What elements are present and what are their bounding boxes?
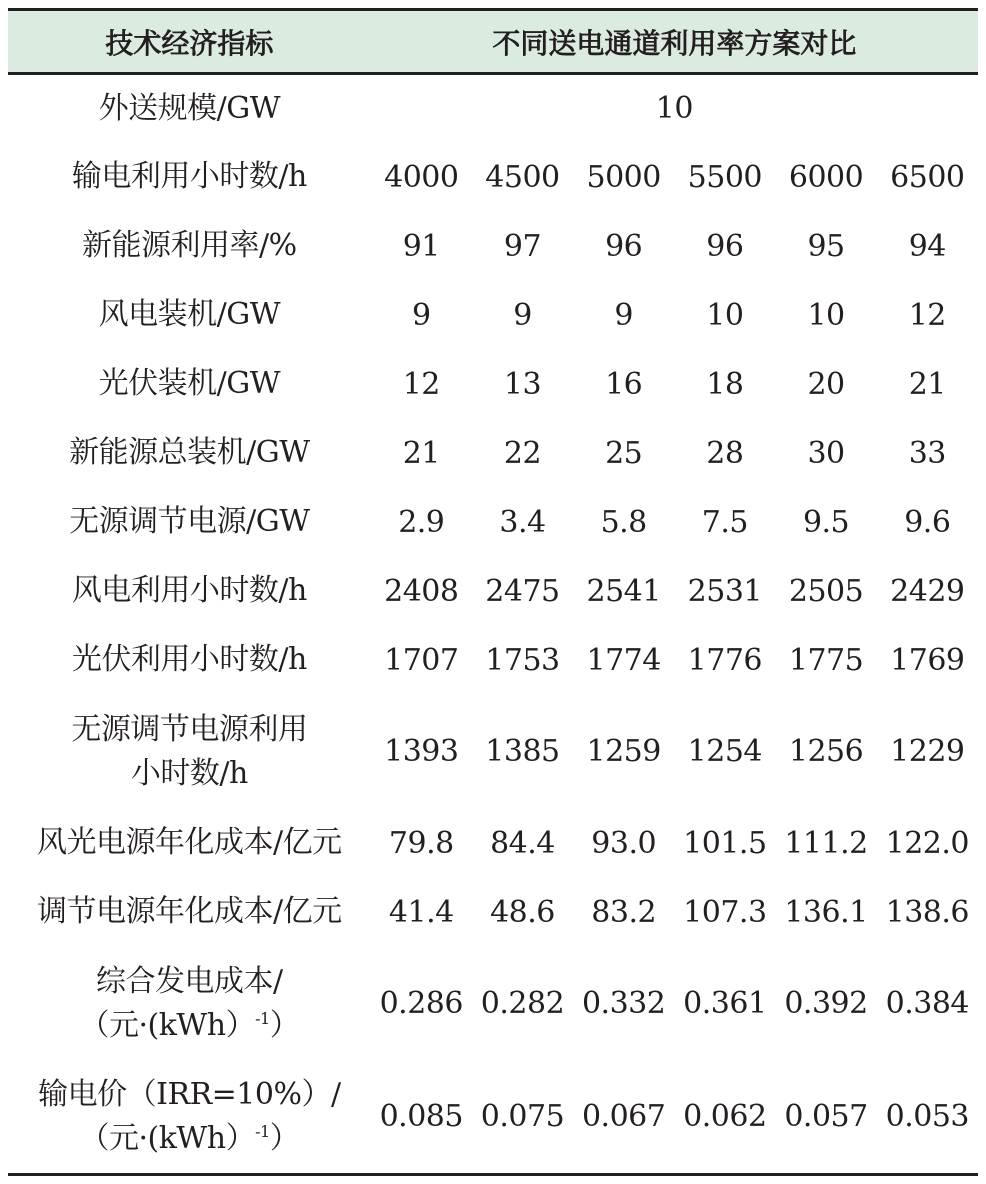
cell: 122.0 bbox=[885, 825, 970, 861]
cell: 1775 bbox=[788, 642, 864, 678]
cell: 9.6 bbox=[904, 504, 951, 540]
row-label: 新能源利用率/% bbox=[82, 228, 297, 263]
cell: 0.075 bbox=[480, 1099, 565, 1135]
cell: 5000 bbox=[586, 159, 661, 195]
cell: 136.1 bbox=[784, 894, 868, 930]
table-row bbox=[8, 809, 978, 878]
cell: 0.053 bbox=[885, 1099, 970, 1135]
cell: 83.2 bbox=[591, 894, 657, 930]
cell: 93.0 bbox=[591, 825, 657, 861]
row-label-tail: ） bbox=[269, 1007, 300, 1043]
table-row bbox=[8, 947, 978, 1061]
cell: 9.5 bbox=[802, 504, 850, 540]
row-label: 光伏装机/GW bbox=[98, 366, 281, 401]
cell: 2475 bbox=[485, 573, 560, 609]
table-row bbox=[8, 281, 978, 350]
cell: 2429 bbox=[890, 573, 965, 609]
cell: 5500 bbox=[687, 159, 763, 195]
header-scheme-comparison: 不同送电通道利用率方案对比 bbox=[492, 26, 857, 60]
cell: 1707 bbox=[384, 642, 459, 678]
cell: 84.4 bbox=[490, 825, 555, 861]
table-row bbox=[8, 419, 978, 488]
row-label: 外送规模/GW bbox=[98, 90, 281, 126]
row-label-line: （元·(kWh） bbox=[79, 1120, 256, 1156]
cell: 91 bbox=[402, 228, 440, 264]
cell: 20 bbox=[807, 366, 845, 402]
cell: 25 bbox=[605, 435, 643, 471]
table-row bbox=[8, 695, 978, 809]
cell: 13 bbox=[503, 366, 542, 402]
row-label: 无源调节电源/GW bbox=[69, 504, 310, 539]
cell: 18 bbox=[706, 366, 744, 402]
cell: 6000 bbox=[788, 159, 864, 195]
cell: 10 bbox=[706, 297, 744, 333]
row-label: 输电利用小时数/h bbox=[71, 159, 307, 194]
row-label-line: 无源调节电源利用 bbox=[71, 711, 308, 747]
header-indicator: 技术经济指标 bbox=[105, 26, 274, 60]
cell: 9 bbox=[412, 297, 431, 333]
row-value: 10 bbox=[655, 91, 693, 127]
cell: 0.361 bbox=[683, 986, 767, 1021]
row-label: 新能源总装机/GW bbox=[69, 435, 310, 470]
cell: 0.057 bbox=[784, 1099, 868, 1135]
table-row bbox=[8, 626, 978, 695]
cell: 111.2 bbox=[784, 825, 868, 861]
row-label: 风电利用小时数/h bbox=[71, 573, 307, 608]
table-row bbox=[8, 212, 978, 281]
cell: 1385 bbox=[485, 734, 560, 769]
cell: 1774 bbox=[586, 642, 661, 678]
cell: 101.5 bbox=[683, 825, 767, 861]
row-label-line: 小时数/h bbox=[130, 755, 248, 791]
unit-exponent: -1 bbox=[255, 1121, 270, 1141]
cell: 2.9 bbox=[398, 504, 445, 540]
cell: 9 bbox=[614, 297, 633, 333]
table-row bbox=[8, 1061, 978, 1175]
cell: 9 bbox=[513, 297, 532, 333]
row-label: 光伏利用小时数/h bbox=[71, 642, 307, 677]
table-row bbox=[8, 143, 978, 212]
cell: 0.067 bbox=[581, 1099, 666, 1135]
cell: 94 bbox=[908, 228, 946, 264]
cell: 1393 bbox=[384, 734, 459, 769]
cell: 95 bbox=[807, 228, 845, 264]
cell: 33 bbox=[908, 435, 946, 471]
cell: 2408 bbox=[384, 573, 459, 609]
cell: 1776 bbox=[687, 642, 763, 678]
cell: 48.6 bbox=[490, 894, 555, 930]
cell: 2505 bbox=[788, 573, 864, 609]
cell: 16 bbox=[605, 366, 643, 402]
row-label: 风光电源年化成本/亿元 bbox=[37, 825, 342, 860]
cell: 10 bbox=[807, 297, 845, 333]
row-label bbox=[8, 947, 371, 1061]
table-row bbox=[8, 557, 978, 626]
row-label-line: （元·(kWh） bbox=[79, 1007, 256, 1043]
cell: 107.3 bbox=[683, 894, 767, 930]
row-label-line: 综合发电成本/ bbox=[96, 963, 283, 999]
cell: 0.286 bbox=[379, 986, 463, 1021]
cell: 3.4 bbox=[499, 504, 546, 540]
row-label: 调节电源年化成本/亿元 bbox=[37, 894, 342, 929]
cell: 5.8 bbox=[600, 504, 647, 540]
cell: 4000 bbox=[384, 159, 459, 195]
comparison-table bbox=[8, 8, 978, 1176]
unit-exponent: -1 bbox=[255, 1008, 270, 1028]
cell: 41.4 bbox=[388, 894, 454, 930]
cell: 96 bbox=[706, 228, 744, 264]
cell: 1229 bbox=[890, 734, 965, 769]
cell: 0.085 bbox=[379, 1099, 463, 1135]
cell: 0.062 bbox=[683, 1099, 767, 1135]
cell: 21 bbox=[908, 366, 946, 402]
table-body bbox=[8, 74, 978, 1175]
row-label bbox=[8, 695, 371, 809]
cell: 12 bbox=[402, 366, 440, 402]
table-row bbox=[8, 74, 978, 143]
table-row bbox=[8, 878, 978, 947]
cell: 0.384 bbox=[885, 986, 970, 1021]
cell: 21 bbox=[402, 435, 440, 471]
table-header bbox=[8, 10, 978, 74]
table-row bbox=[8, 350, 978, 419]
cell: 1259 bbox=[586, 734, 661, 769]
cell: 0.392 bbox=[784, 986, 868, 1021]
row-label-tail: ） bbox=[269, 1120, 300, 1156]
cell: 22 bbox=[503, 435, 542, 471]
cell: 6500 bbox=[890, 159, 965, 195]
cell: 2541 bbox=[586, 573, 661, 609]
cell: 28 bbox=[706, 435, 744, 471]
cell: 12 bbox=[908, 297, 946, 333]
cell: 30 bbox=[807, 435, 845, 471]
cell: 4500 bbox=[485, 159, 560, 195]
cell: 138.6 bbox=[885, 894, 970, 930]
cell: 7.5 bbox=[701, 504, 748, 540]
comparison-table-container bbox=[8, 8, 978, 1176]
row-label bbox=[8, 1061, 371, 1175]
row-label-line: 输电价（IRR=10%）/ bbox=[38, 1076, 341, 1112]
cell: 0.332 bbox=[581, 986, 666, 1021]
cell: 2531 bbox=[687, 573, 763, 609]
table-row bbox=[8, 488, 978, 557]
cell: 1254 bbox=[687, 734, 763, 769]
cell: 1753 bbox=[485, 642, 560, 678]
cell: 1769 bbox=[890, 642, 965, 678]
cell: 1256 bbox=[788, 734, 864, 769]
cell: 96 bbox=[605, 228, 643, 264]
cell: 79.8 bbox=[388, 825, 454, 861]
cell: 0.282 bbox=[480, 986, 565, 1021]
cell: 97 bbox=[503, 228, 542, 264]
row-label: 风电装机/GW bbox=[98, 297, 281, 332]
